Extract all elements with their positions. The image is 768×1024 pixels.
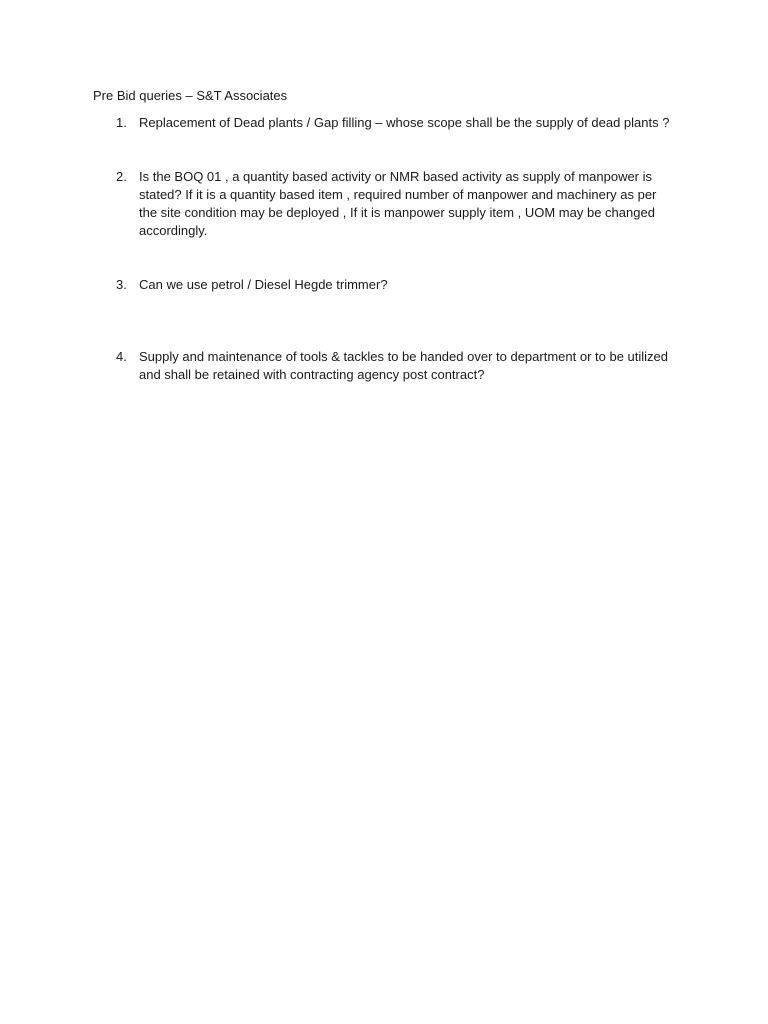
query-text: Can we use petrol / Diesel Hegde trimmer? [139,277,388,292]
query-text: Is the BOQ 01 , a quantity based activity or NMR based activity as supply of manpower is stated? If it is a quantity based item , required number of manpower and machinery as per the site condition may be deployed , If it is manpower supply item , UOM may be changed accordingly. [139,169,657,238]
query-number: 3. [116,277,127,292]
query-text: Supply and maintenance of tools & tackles to be handed over to department or to be utilized and shall be retained with contracting agency post contract? [139,349,669,382]
query-number: 4. [116,349,127,364]
document-title: Pre Bid queries – S&T Associates [93,88,288,103]
query-number: 1. [116,115,127,130]
query-text: Replacement of Dead plants / Gap filling – whose scope shall be the supply of dead plants ? [139,115,670,130]
query-number: 2. [116,169,127,184]
